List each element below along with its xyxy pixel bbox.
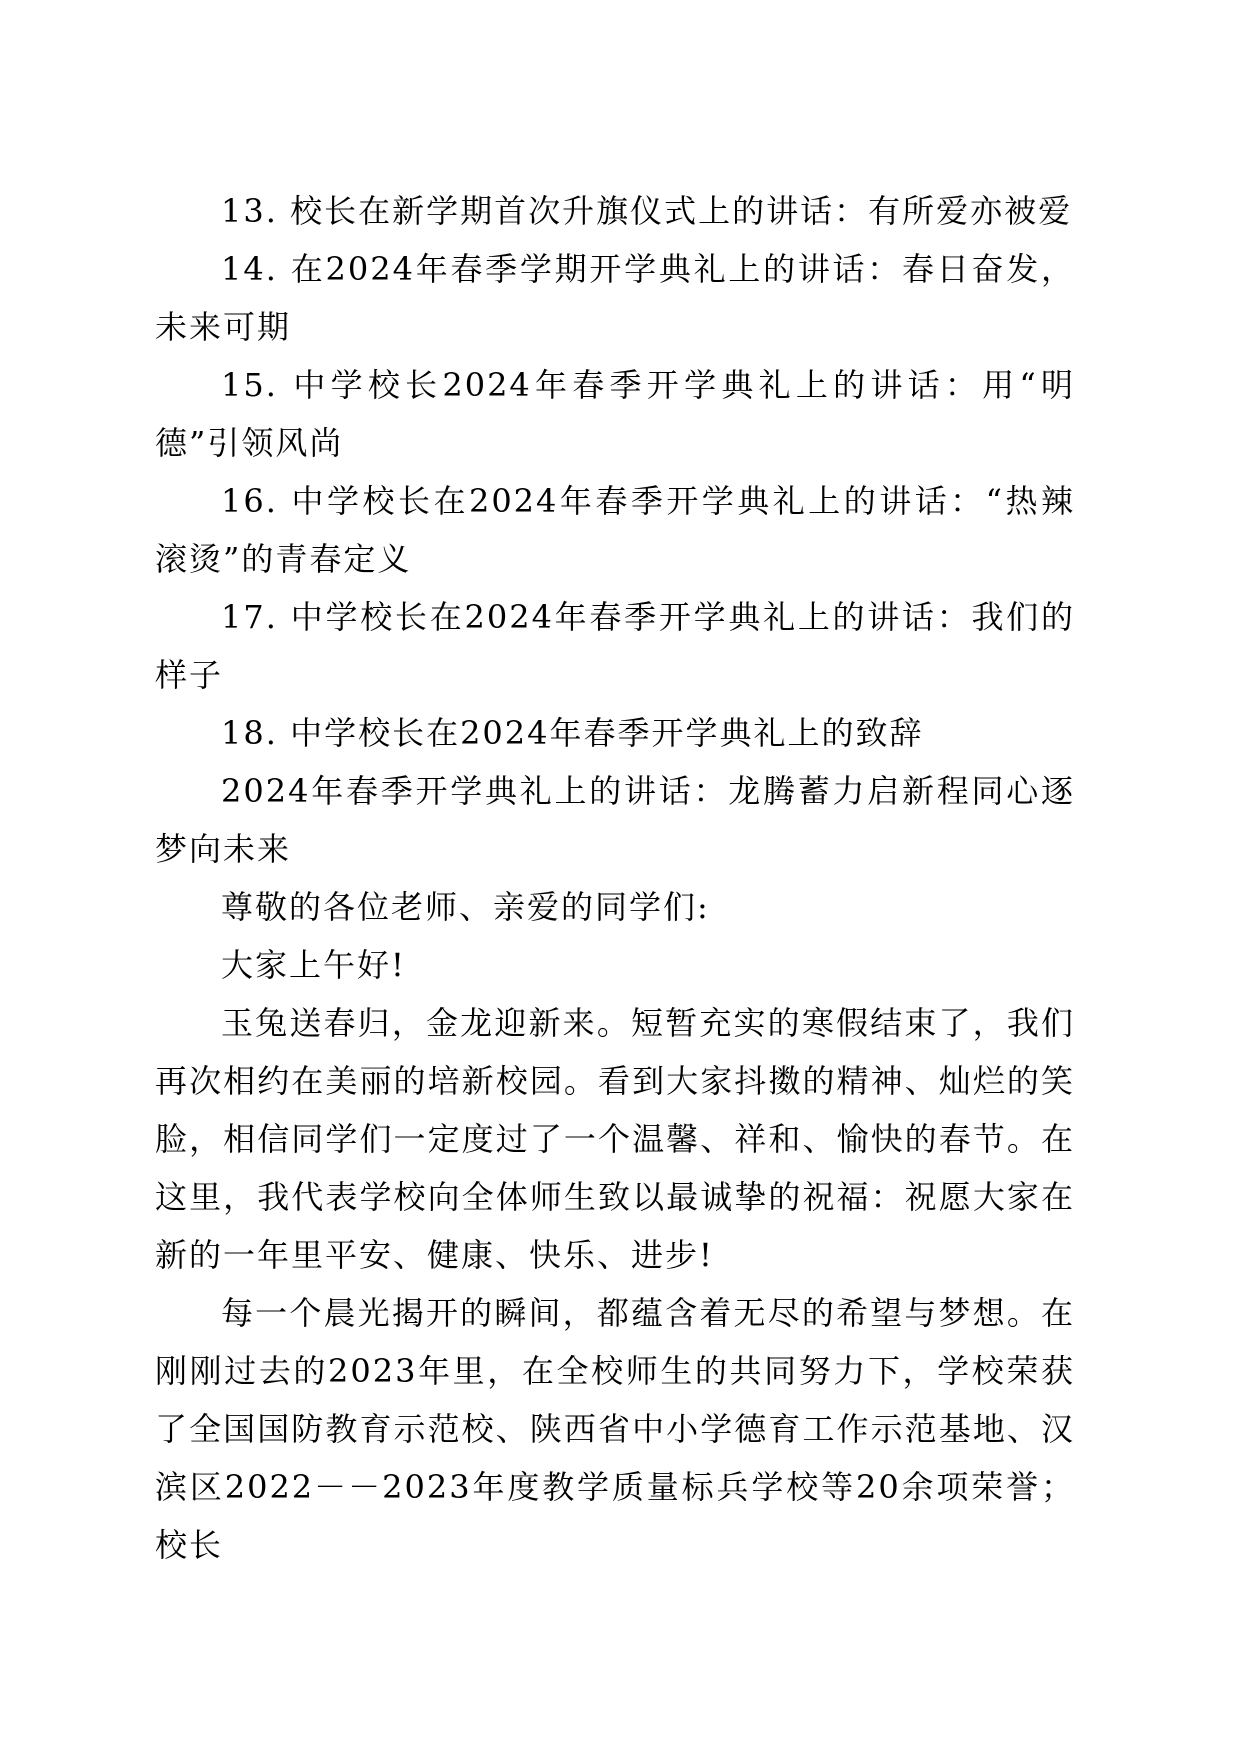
body-paragraph-1: 玉兔送春归，金龙迎新来。短暂充实的寒假结束了，我们再次相约在美丽的培新校园。看到大家抖擞的精神、灿烂的笑脸，相信同学们一定度过了一个温馨、祥和、愉快的春节。在这里，我代表学校向全体师生致以最诚挚的祝福：祝愿大家在新的一年里平安、健康、快乐、进步! bbox=[155, 1004, 1075, 1274]
toc-item-13: 13. 校长在新学期首次升旗仪式上的讲话：有所爱亦被爱 bbox=[221, 192, 1073, 230]
document-body bbox=[155, 182, 1075, 1574]
salutation: 尊敬的各位老师、亲爱的同学们: bbox=[221, 888, 710, 926]
toc-item-16: 16. 中学校长在2024年春季开学典礼上的讲话：“热辣滚烫”的青春定义 bbox=[155, 482, 1075, 578]
body-paragraph-2: 每一个晨光揭开的瞬间，都蕴含着无尽的希望与梦想。在刚刚过去的2023年里，在全校师生的共同努力下，学校荣获了全国国防教育示范校、陕西省中小学德育工作示范基地、汉滨区2022－－2023年度教学质量标兵学校等20余项荣誉；校长 bbox=[155, 1294, 1075, 1564]
toc-item-17: 17. 中学校长在2024年春季开学典礼上的讲话：我们的样子 bbox=[155, 598, 1075, 694]
toc-item-14: 14. 在2024年春季学期开学典礼上的讲话：春日奋发，未来可期 bbox=[155, 250, 1075, 346]
toc-item-15: 15. 中学校长2024年春季开学典礼上的讲话：用“明德”引领风尚 bbox=[155, 366, 1075, 462]
toc-item-18: 18. 中学校长在2024年春季开学典礼上的致辞 bbox=[221, 714, 924, 752]
speech-title: 2024年春季开学典礼上的讲话：龙腾蓄力启新程同心逐梦向未来 bbox=[155, 772, 1075, 868]
greeting: 大家上午好! bbox=[221, 946, 406, 984]
